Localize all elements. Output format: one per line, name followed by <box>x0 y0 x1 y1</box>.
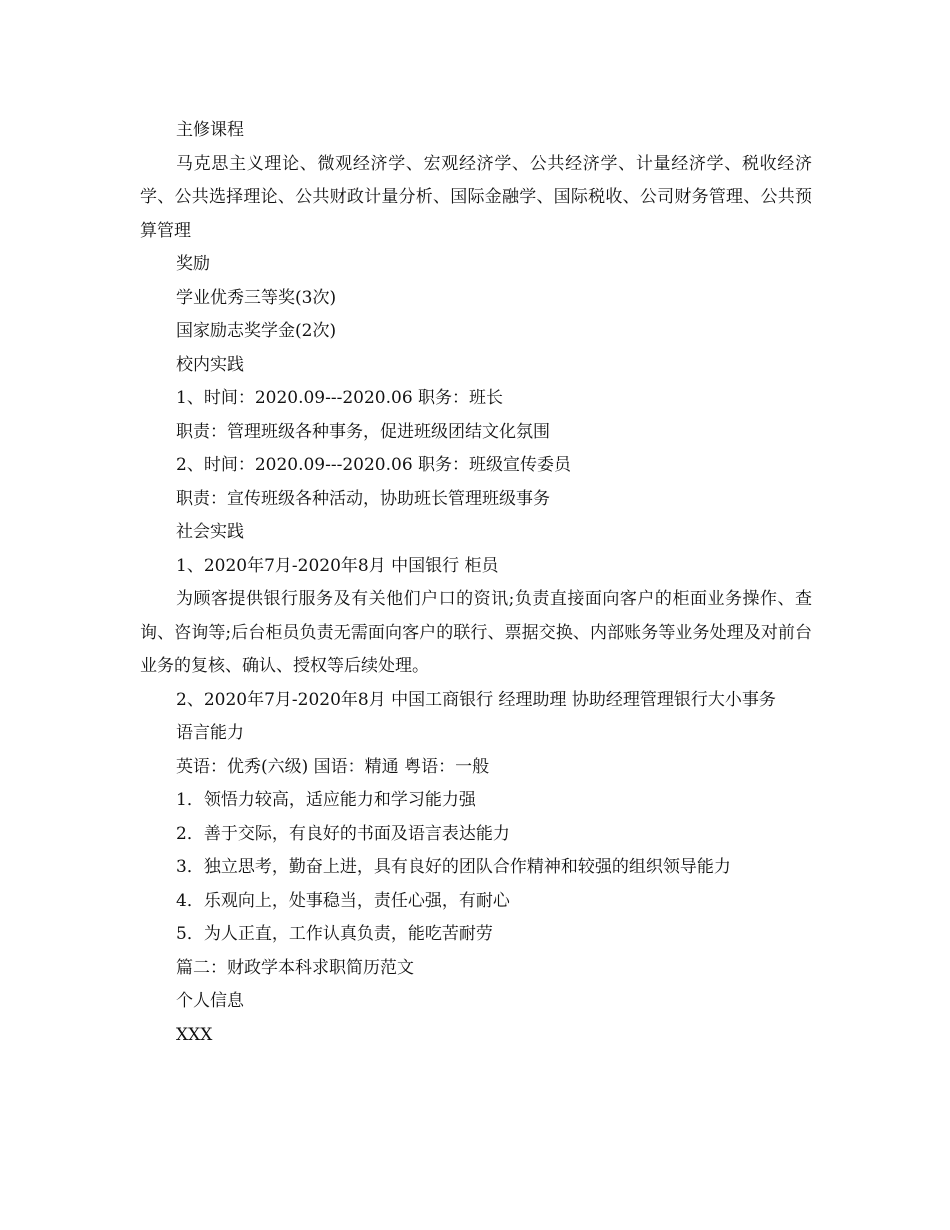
award-item: 国家励志奖学金(2次) <box>176 321 337 341</box>
main-courses-text: 马克思主义理论、微观经济学、宏观经济学、公共经济学、计量经济学、税收经济学、公共选择理论、公共财政计量分析、国际金融学、国际税收、公司财务管理、公共预算管理 <box>140 153 812 241</box>
trait-item: 4．乐观向上，处事稳当，责任心强，有耐心 <box>176 890 510 911</box>
award-item: 学业优秀三等奖(3次) <box>176 287 337 308</box>
heading-part-two: 篇二：财政学本科求职简历范文 <box>176 957 414 978</box>
social-practice-entry: 2、2020年7月-2020年8月 中国工商银行 经理助理 协助经理管理银行大小事务 <box>176 689 776 710</box>
heading-main-courses: 主修课程 <box>176 120 244 140</box>
heading-personal-info: 个人信息 <box>176 991 244 1011</box>
campus-practice-duty: 职责：管理班级各种事务，促进班级团结文化氛围 <box>176 421 550 442</box>
campus-practice-duty: 职责：宣传班级各种活动，协助班长管理班级事务 <box>176 488 550 509</box>
heading-social-practice: 社会实践 <box>176 522 244 542</box>
heading-awards: 奖励 <box>176 254 210 274</box>
trait-item: 3．独立思考，勤奋上进，具有良好的团队合作精神和较强的组织领导能力 <box>176 857 731 877</box>
personal-name: XXX <box>176 1024 213 1045</box>
document-body <box>140 114 812 1052</box>
trait-item: 1．领悟力较高，适应能力和学习能力强 <box>176 790 476 810</box>
heading-campus-practice: 校内实践 <box>176 354 244 375</box>
language-levels: 英语：优秀(六级) 国语：精通 粤语：一般 <box>176 756 490 777</box>
campus-practice-time: 1、时间：2020.09---2020.06 职务：班长 <box>176 388 504 408</box>
campus-practice-time: 2、时间：2020.09---2020.06 职务：班级宣传委员 <box>176 455 572 475</box>
social-practice-title: 1、2020年7月-2020年8月 中国银行 柜员 <box>176 555 499 576</box>
trait-item: 5．为人正直，工作认真负责，能吃苦耐劳 <box>176 924 493 944</box>
social-practice-description: 为顾客提供银行服务及有关他们户口的资讯;负责直接面向客户的柜面业务操作、查询、咨询等;后台柜员负责无需面向客户的联行、票据交换、内部账务等业务处理及对前台业务的复核、确认、授权等后续处理。 <box>140 589 812 676</box>
heading-language: 语言能力 <box>176 723 244 743</box>
trait-item: 2．善于交际，有良好的书面及语言表达能力 <box>176 823 510 844</box>
